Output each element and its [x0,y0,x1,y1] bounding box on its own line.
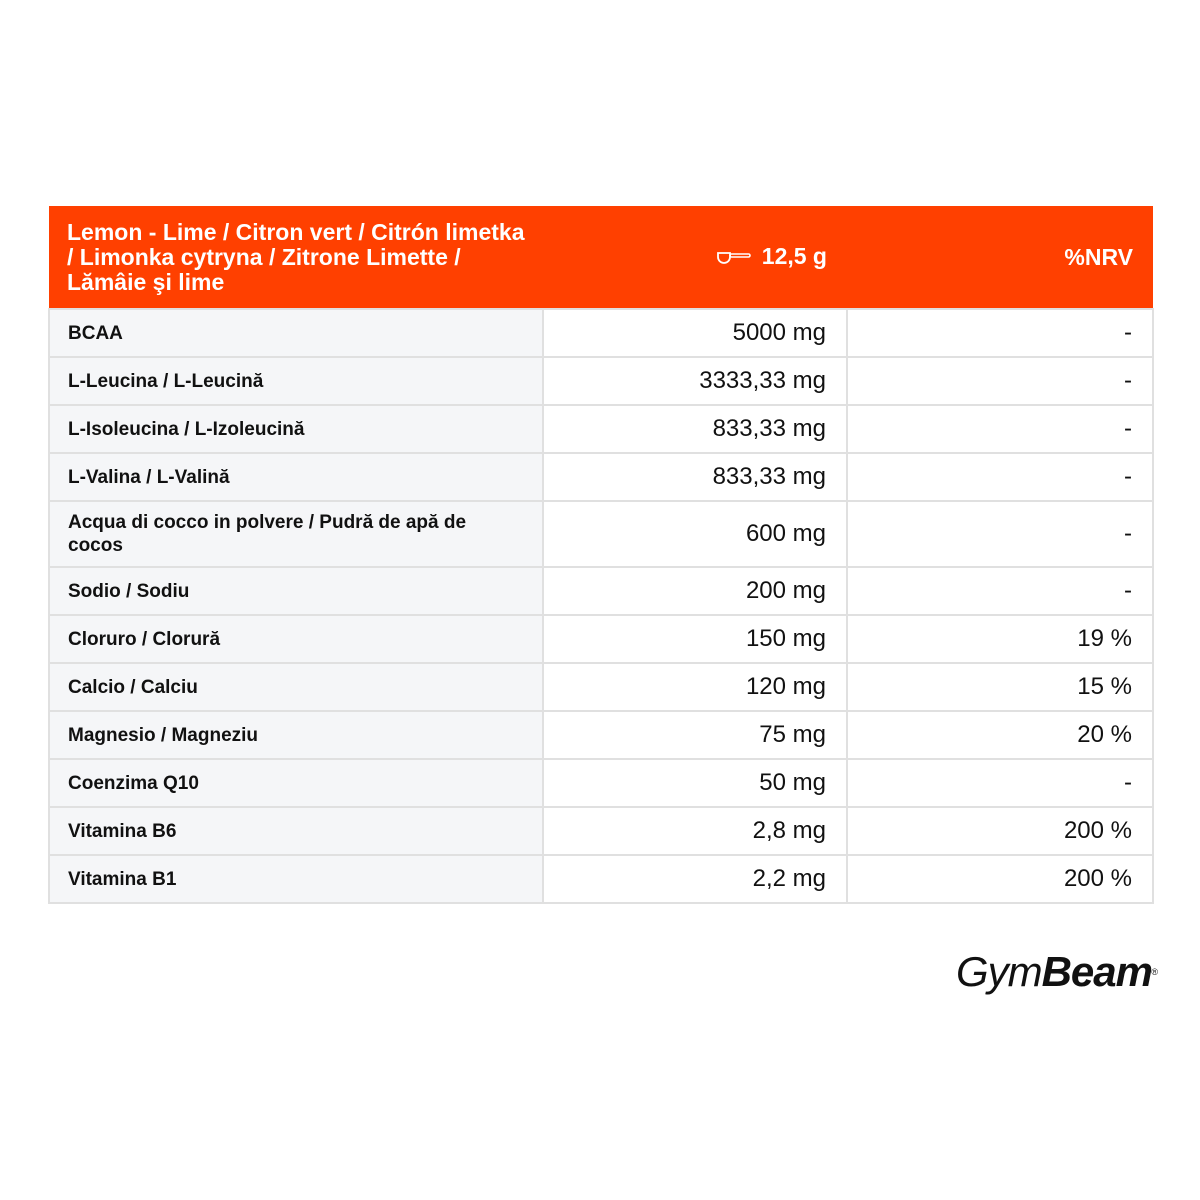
registered-mark: ® [1151,967,1158,977]
nutrient-amount: 833,33 mg [543,453,847,501]
nutrient-nrv: 200 % [847,855,1153,903]
nutrient-nrv: - [847,501,1153,567]
nutrient-nrv: 15 % [847,663,1153,711]
gymbeam-logo [955,948,1158,996]
table-row [49,759,1153,807]
nutrient-name: Vitamina B6 [49,807,543,855]
table-row [49,807,1153,855]
nutrient-name: L-Leucina / L-Leucină [49,357,543,405]
table-row [49,405,1153,453]
nutrient-nrv: 200 % [847,807,1153,855]
table-row [49,663,1153,711]
nutrient-name: Acqua di cocco in polvere / Pudră de apă de cocos [49,501,543,567]
nutrient-amount: 2,2 mg [543,855,847,903]
nutrient-name: Cloruro / Clorură [49,615,543,663]
nutrient-nrv: - [847,567,1153,615]
nutrient-amount: 150 mg [543,615,847,663]
nutrient-nrv: 19 % [847,615,1153,663]
nutrient-nrv: 20 % [847,711,1153,759]
nutrient-nrv: - [847,309,1153,357]
product-flavor-heading: Lemon - Lime / Citron vert / Citrón limetka / Limonka cytryna / Zitrone Limette / Lămâie şi lime [67,218,525,295]
table-row [49,501,1153,567]
nutrient-name: Coenzima Q10 [49,759,543,807]
nutrient-name: BCAA [49,309,543,357]
logo-text-beam: Beam [1041,948,1152,995]
logo-text-gym: Gym [955,948,1042,995]
table-row [49,711,1153,759]
nutrient-amount: 75 mg [543,711,847,759]
table-row [49,615,1153,663]
nutrient-nrv: - [847,357,1153,405]
table-row [49,855,1153,903]
nutrient-name: Sodio / Sodiu [49,567,543,615]
nutrient-name: Calcio / Calciu [49,663,543,711]
serving-size-heading [543,206,847,309]
nutrient-nrv: - [847,453,1153,501]
nutrient-name: L-Isoleucina / L-Izoleucină [49,405,543,453]
nutrient-name: Magnesio / Magneziu [49,711,543,759]
nutrient-amount: 5000 mg [543,309,847,357]
nutrition-table [48,206,1154,904]
nutrient-amount: 50 mg [543,759,847,807]
table-row [49,567,1153,615]
nutrient-name: Vitamina B1 [49,855,543,903]
nutrient-amount: 600 mg [543,501,847,567]
nrv-heading: %NRV [1064,243,1133,270]
table-header [49,206,1153,309]
serving-size-value: 12,5 g [761,242,827,269]
nutrient-nrv: - [847,759,1153,807]
table-row [49,453,1153,501]
nutrient-amount: 2,8 mg [543,807,847,855]
scoop-icon [716,246,752,271]
nutrient-amount: 200 mg [543,567,847,615]
nutrient-nrv: - [847,405,1153,453]
table-row [49,357,1153,405]
nutrient-amount: 3333,33 mg [543,357,847,405]
nutrient-amount: 833,33 mg [543,405,847,453]
table-row [49,309,1153,357]
nutrient-amount: 120 mg [543,663,847,711]
nutrient-name: L-Valina / L-Valină [49,453,543,501]
